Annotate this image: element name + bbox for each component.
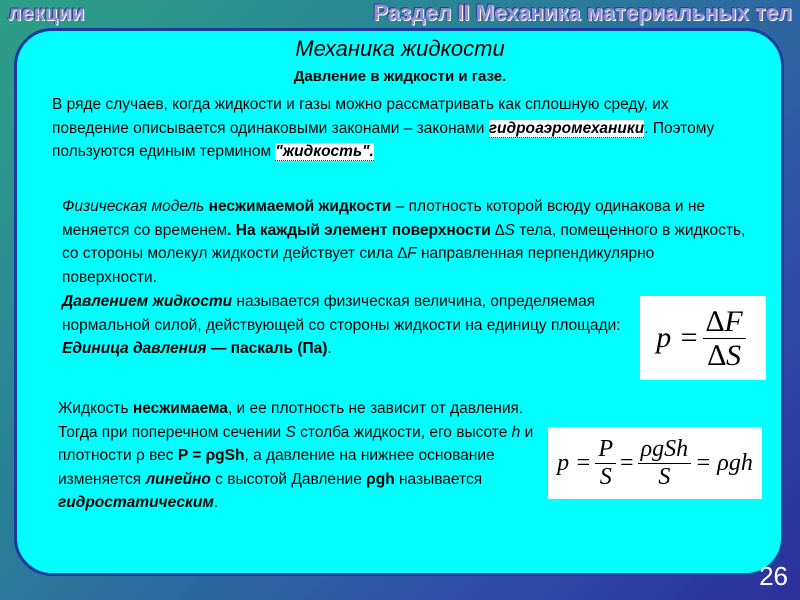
text-span: — паскаль (Па) <box>206 340 328 357</box>
text-span: столба жидкости, его высоте <box>295 423 512 441</box>
text-span: называется <box>394 470 483 488</box>
term-rho-g-h: ρgh <box>366 470 395 488</box>
text-span: Физическая модель <box>62 198 205 215</box>
symbol-s: S <box>285 423 296 441</box>
term-liquid: "жидкость". <box>275 143 374 160</box>
fraction <box>703 305 746 372</box>
paragraph-model <box>62 195 752 289</box>
fraction-numerator: ρgSh <box>638 436 692 463</box>
formula-hydrostatic <box>548 427 762 499</box>
text-span: Жидкость <box>58 400 133 417</box>
formula-rhs: = ρgh <box>695 449 753 476</box>
text-span: , а давление на нижнее основание изменяется <box>58 447 495 488</box>
fraction-numerator: P <box>595 436 616 463</box>
term-pressure-unit: Единица давления <box>62 340 207 357</box>
term-incompressible-liquid: несжимаемой жидкости <box>208 198 392 215</box>
text-span: и плотности ρ вес <box>58 423 534 464</box>
fraction-denominator: ∆S <box>707 338 742 372</box>
text-span: В ряде случаев, когда жидкости и газы можно рассматривать как сплошную среду, их поведение описывается одинаковыми законами – законами <box>52 96 669 137</box>
term-hydroaeromechanics: гидроаэромеханики <box>488 119 645 137</box>
text-span: . На каждый элемент поверхности <box>227 221 496 239</box>
symbol-delta-s: ∆S <box>495 221 515 239</box>
fraction-denominator: S <box>599 463 612 490</box>
slide-subtitle: Давление в жидкости и газе. <box>293 68 507 85</box>
text-span: . <box>213 494 219 511</box>
fraction-denominator: S <box>658 463 671 490</box>
term-incompressible: несжимаема <box>132 400 228 417</box>
fraction <box>638 436 692 490</box>
formula-pressure <box>640 296 766 380</box>
page-number: 26 <box>759 561 788 591</box>
corner-label: лекции <box>8 2 85 25</box>
formula-lhs: p = <box>656 321 700 354</box>
text-span: с высотой Давление <box>210 470 367 488</box>
section-title: Раздел II Механика материальных тел <box>373 0 792 25</box>
text-span: направленная перпендикулярно поверхности. <box>62 245 655 286</box>
text-span: , и ее плотность не зависит от давления. Тогда при поперечном сечении <box>58 400 524 441</box>
fraction-numerator: ∆F <box>703 305 746 339</box>
formula-lhs: p = <box>557 449 592 476</box>
fraction <box>595 436 616 490</box>
symbol-delta-f: ∆F <box>397 245 417 262</box>
text-span: – плотность которой всюду одинакова и не меняется со временем <box>62 198 706 239</box>
formula-weight: P = ρgSh <box>177 447 245 464</box>
symbol-h: h <box>511 423 521 441</box>
equals-sign: = <box>620 449 634 476</box>
term-linearly: линейно <box>145 470 211 488</box>
paragraph-pressure-definition <box>62 290 642 361</box>
text-span: тела, помещенного в жидкость, со стороны молекул жидкости действует сила <box>62 221 746 262</box>
term-liquid-pressure: Давлением жидкости <box>62 293 233 310</box>
text-span: . <box>327 340 332 357</box>
paragraph-hydrostatic <box>58 397 558 515</box>
slide-title: Механика жидкости <box>295 36 505 61</box>
text-span: называется физическая величина, определяемая нормальной силой, действующей со стороны жидкости на единицу площади: <box>62 293 621 334</box>
paragraph-intro <box>52 93 742 164</box>
text-span: . Поэтому пользуются единым термином <box>52 119 715 160</box>
term-hydrostatic: гидростатическим <box>58 494 214 511</box>
